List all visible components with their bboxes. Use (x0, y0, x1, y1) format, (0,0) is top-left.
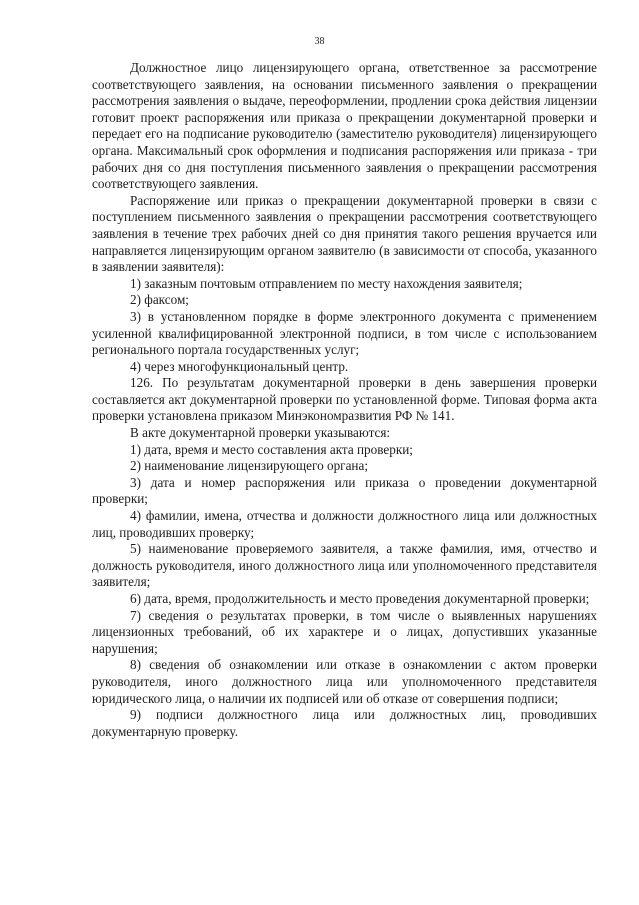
list-item-act-inspectors: 4) фамилии, имена, отчества и должности должностного лица или должностных лиц, проводивших проверку; (92, 508, 597, 540)
list-item-act-acknowledgement: 8) сведения об ознакомлении или отказе в ознакомлении с актом проверки руководителя, иного должностного лица или уполномоченного представителя юридического лица, о наличии их подписей или об отказе от совершения подписи; (92, 657, 597, 706)
list-item-delivery-mfc: 4) через многофункциональный центр. (130, 358, 349, 374)
list-item-act-order-number: 3) дата и номер распоряжения или приказа о проведении документарной проверки; (92, 474, 597, 507)
list-item-act-applicant: 5) наименование проверяемого заявителя, а также фамилия, имя, отчество и должность руководителя, иного должностного лица или уполномоченного представителя заявителя; (92, 541, 597, 590)
list-item-act-authority-name: 2) наименование лицензирующего органа; (130, 458, 369, 474)
list-item-act-date-place: 1) дата, время и место составления акта проверки; (130, 441, 413, 457)
list-item-act-results: 7) сведения о результатах проверки, в том числе о выявленных нарушениях лицензионных требований, об их характере и о лицах, допустивших указанные нарушения; (92, 607, 597, 656)
paragraph-act-contents-intro: В акте документарной проверки указываются: (130, 425, 391, 441)
document-body (92, 60, 597, 740)
paragraph-order-delivery: Распоряжение или приказ о прекращении документарной проверки в связи с поступлением письменного заявления о прекращении рассмотрения соответствующего заявления в течение трех рабочих дней со дня принятия такого решения вручается или направляется лицензирующим органом заявителю (в зависимости от способа, указанного в заявлении заявителя): (92, 192, 597, 275)
paragraph-official-prepares-order: Должностное лицо лицензирующего органа, ответственное за рассмотрение соответствующего заявления, на основании письменного заявления о прекращении рассмотрения заявления о выдаче, переоформлении, продлении срока действия лицензии готовит проект распоряжения или приказа о прекращении документарной проверки и передает его на подписание руководителю (заместителю руководителя) лицензирующего органа. Максимальный срок оформления и подписания распоряжения или приказа - три рабочих дня со дня поступления письменного заявления о прекращении рассмотрения соответствующего заявления. (92, 60, 597, 192)
list-item-delivery-electronic: 3) в установленном порядке в форме электронного документа с применением усиленной квалифицированной электронной подписи, в том числе с использованием регионального портала государственных услуг; (92, 308, 597, 358)
list-item-act-signatures: 9) подписи должностного лица или должностных лиц, проводивших документарную проверку. (92, 707, 597, 739)
list-item-act-duration: 6) дата, время, продолжительность и место проведения документарной проверки; (130, 591, 590, 606)
list-item-delivery-fax: 2) факсом; (130, 292, 189, 308)
list-item-delivery-mail: 1) заказным почтовым отправлением по месту нахождения заявителя; (130, 275, 523, 291)
paragraph-126-inspection-act: 126. По результатам документарной проверки в день завершения проверки составляется акт документарной проверки по установленной форме. Типовая форма акта проверки установлена приказом Минэкономразвития РФ № 141. (92, 375, 597, 424)
page-number: 38 (314, 36, 325, 47)
